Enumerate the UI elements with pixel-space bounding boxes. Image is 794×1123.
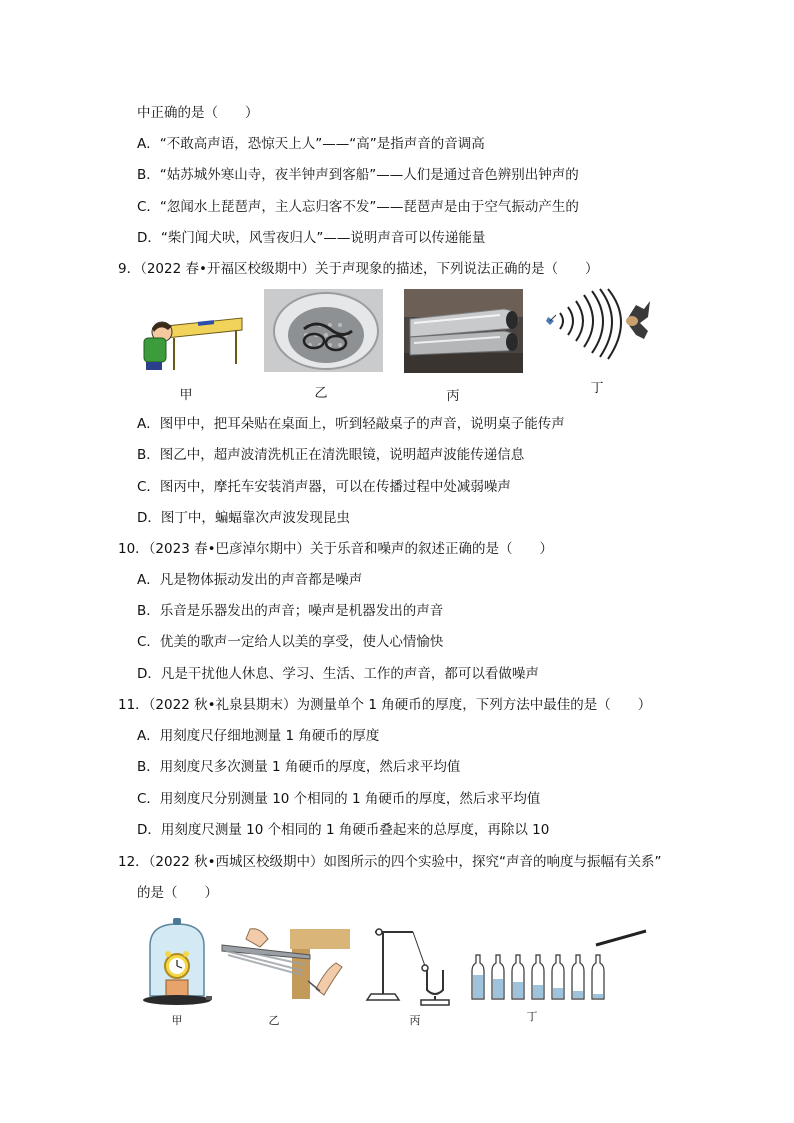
q11-option-c: C．用刻度尺分别测量 10 个相同的 1 角硬币的厚度，然后求平均值	[137, 791, 541, 807]
q12-stem: 12．（2022 秋•西城区校级期中）如图所示的四个实验中，探究“声音的响度与振幅有关系”	[118, 854, 662, 870]
q12-figure-jia	[142, 916, 212, 1006]
q10-option-d: D．凡是干扰他人休息、学习、生活、工作的声音，都可以看做噪声	[137, 666, 539, 682]
q12-figure-ding	[468, 927, 650, 1003]
q8-option-d: D．“柴门闻犬吠，风雪夜归人”——说明声音可以传递能量	[137, 230, 486, 246]
q9-stem: 9．（2022 春•开福区校级期中）关于声现象的描述，下列说法正确的是（ ）	[118, 261, 599, 277]
q8-option-c: C．“忽闻水上琵琶声，主人忘归客不发”——琵琶声是由于空气振动产生的	[137, 199, 579, 215]
q9-caption-yi: 乙	[314, 386, 328, 401]
q9-option-d: D．图丁中，蝙蝠靠次声波发现昆虫	[137, 510, 350, 526]
q12-caption-jia: 甲	[171, 1014, 183, 1027]
q12-stem-continuation: 的是（ ）	[137, 885, 218, 901]
q11-option-b: B．用刻度尺多次测量 1 角硬币的厚度，然后求平均值	[137, 759, 461, 775]
q10-stem: 10．（2023 春•巴彦淖尔期中）关于乐音和噪声的叙述正确的是（ ）	[118, 541, 554, 557]
q9-figure-jia	[138, 292, 244, 372]
q12-caption-yi: 乙	[268, 1014, 280, 1027]
q12-caption-bing: 丙	[409, 1014, 421, 1027]
q12-figure-bing	[365, 922, 457, 1006]
q9-caption-bing: 丙	[446, 389, 460, 404]
q11-stem: 11．（2022 秋•礼泉县期末）为测量单个 1 角硬币的厚度，下列方法中最佳的是（ ）	[118, 697, 652, 713]
q9-figure-yi	[264, 289, 383, 372]
q11-option-a: A．用刻度尺仔细地测量 1 角硬币的厚度	[137, 728, 380, 744]
q9-option-b: B．图乙中，超声波清洗机正在清洗眼镜，说明超声波能传递信息	[137, 447, 525, 463]
q12-caption-ding: 丁	[526, 1010, 538, 1023]
q8-option-b: B．“姑苏城外寒山寺，夜半钟声到客船”——人们是通过音色辨别出钟声的	[137, 167, 579, 183]
q9-option-a: A．图甲中，把耳朵贴在桌面上，听到轻敲桌子的声音，说明桌子能传声	[137, 416, 565, 432]
q10-option-c: C．优美的歌声一定给人以美的享受，使人心情愉快	[137, 634, 444, 650]
q10-option-b: B．乐音是乐器发出的声音；噪声是机器发出的声音	[137, 603, 444, 619]
q9-option-c: C．图丙中，摩托车安装消声器，可以在传播过程中处减弱噪声	[137, 479, 511, 495]
q8-option-a: A．“不敢高声语，恐惊天上人”——“高”是指声音的音调高	[137, 136, 485, 152]
q8-stem-continuation: 中正确的是（ ）	[137, 105, 259, 121]
q12-figure-yi	[220, 925, 352, 1001]
q9-figure-ding	[540, 287, 652, 367]
q9-caption-jia: 甲	[179, 388, 193, 403]
q9-caption-ding: 丁	[590, 381, 604, 396]
q11-option-d: D．用刻度尺测量 10 个相同的 1 角硬币叠起来的总厚度，再除以 10	[137, 822, 550, 838]
q10-option-a: A．凡是物体振动发出的声音都是噪声	[137, 572, 363, 588]
q9-figure-bing	[404, 289, 523, 373]
